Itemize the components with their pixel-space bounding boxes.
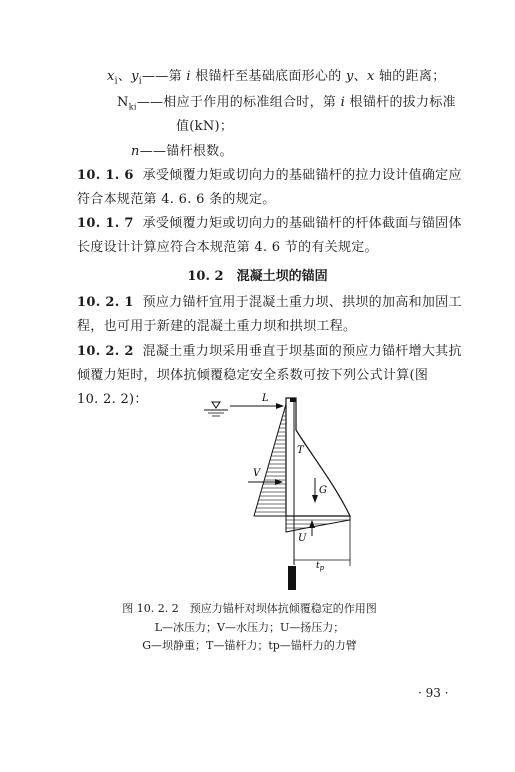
symbol-x: x — [107, 69, 115, 84]
clause-10-1-7 — [77, 215, 462, 233]
definition-text: ——第 — [141, 69, 187, 84]
symbol-N: N — [117, 95, 129, 110]
clause-text: 预应力锚杆宜用于混凝土重力坝、拱坝的加高和加固工 — [142, 295, 462, 310]
clause-text-line2: 程，也可用于新建的混凝土重力坝和拱坝工程。 — [77, 319, 357, 334]
italic-y: y — [345, 69, 354, 84]
symbol-y: y — [131, 69, 139, 84]
figure-caption-legend-2: G—坝静重；T—锚杆力；tp—锚杆力的力臂 — [142, 639, 357, 652]
clause-text: 混凝土重力坝采用垂直于坝基面的预应力锚杆增大其抗 — [142, 344, 462, 359]
subscript-i: i — [138, 76, 142, 87]
definition-text: 根锚杆的拔力标准 — [345, 95, 456, 110]
clause-10-2-1 — [77, 294, 462, 312]
definition-text: 轴的距离； — [374, 69, 446, 84]
italic-i: i — [340, 95, 346, 110]
clause-text-line2: 长度设计计算应符合本规范第 4. 6 节的有关规定。 — [77, 240, 378, 255]
label-T: T — [297, 445, 304, 456]
page-number: · 93 · — [418, 686, 449, 700]
separator: 、 — [117, 69, 132, 84]
clause-text-line2: 倾覆力矩时，坝体抗倾覆稳定安全系数可按下列公式计算(图 — [77, 368, 429, 383]
uplift-pressure-diagram — [286, 516, 350, 532]
water-level-symbol — [204, 402, 228, 416]
label-tp: $t_p$ — [316, 561, 325, 572]
var-n-definition — [131, 143, 233, 161]
label-U: U — [298, 533, 307, 544]
label-G: G — [319, 485, 327, 496]
clause-text: 承受倾覆力矩或切向力的基础锚杆的杆体截面与锚固体 — [142, 216, 462, 231]
separator: 、 — [353, 69, 367, 84]
label-L: L — [262, 393, 269, 404]
definition-text: ——锚杆根数。 — [139, 144, 233, 159]
clause-text: 承受倾覆力矩或切向力的基础锚杆的拉力设计值确定应 — [142, 168, 462, 183]
symbol-n: n — [131, 144, 140, 159]
var-xi-yi-definition — [107, 68, 446, 91]
clause-text-line3: 10. 2. 2)： — [77, 392, 148, 407]
water-pressure-triangle — [254, 404, 286, 516]
dam-body — [286, 398, 350, 516]
figure-caption-legend-1: L—冰压力；V—水压力；U—扬压力； — [154, 621, 345, 634]
clause-10-1-6 — [77, 167, 462, 185]
definition-text: ——相应于作用的标准组合时，第 — [136, 95, 341, 110]
clause-number: 10. 2. 1 — [77, 295, 134, 310]
clause-10-2-2 — [77, 343, 462, 361]
label-V: V — [253, 468, 261, 479]
subscript-i: i — [114, 76, 118, 87]
subscript-ki: ki — [128, 102, 137, 112]
definition-continuation: 值(kN)； — [176, 119, 234, 134]
figure-caption-title: 图 10. 2. 2 预应力锚杆对坝体抗倾覆稳定的作用图 — [122, 602, 377, 615]
anchor-block — [288, 566, 296, 590]
section-heading: 10. 2 混凝土坝的锚固 — [187, 269, 328, 284]
definition-text: 根锚杆至基础底面形心的 — [190, 69, 346, 84]
var-nki-definition — [117, 94, 456, 117]
clause-number: 10. 1. 6 — [77, 168, 134, 183]
dam-anchor-diagram — [190, 390, 370, 590]
italic-x: x — [366, 69, 375, 84]
clause-text-line2: 符合本规范第 4. 6. 6 条的规定。 — [77, 192, 276, 207]
italic-i: i — [186, 69, 191, 84]
clause-number: 10. 1. 7 — [77, 216, 134, 231]
clause-number: 10. 2. 2 — [77, 344, 134, 359]
